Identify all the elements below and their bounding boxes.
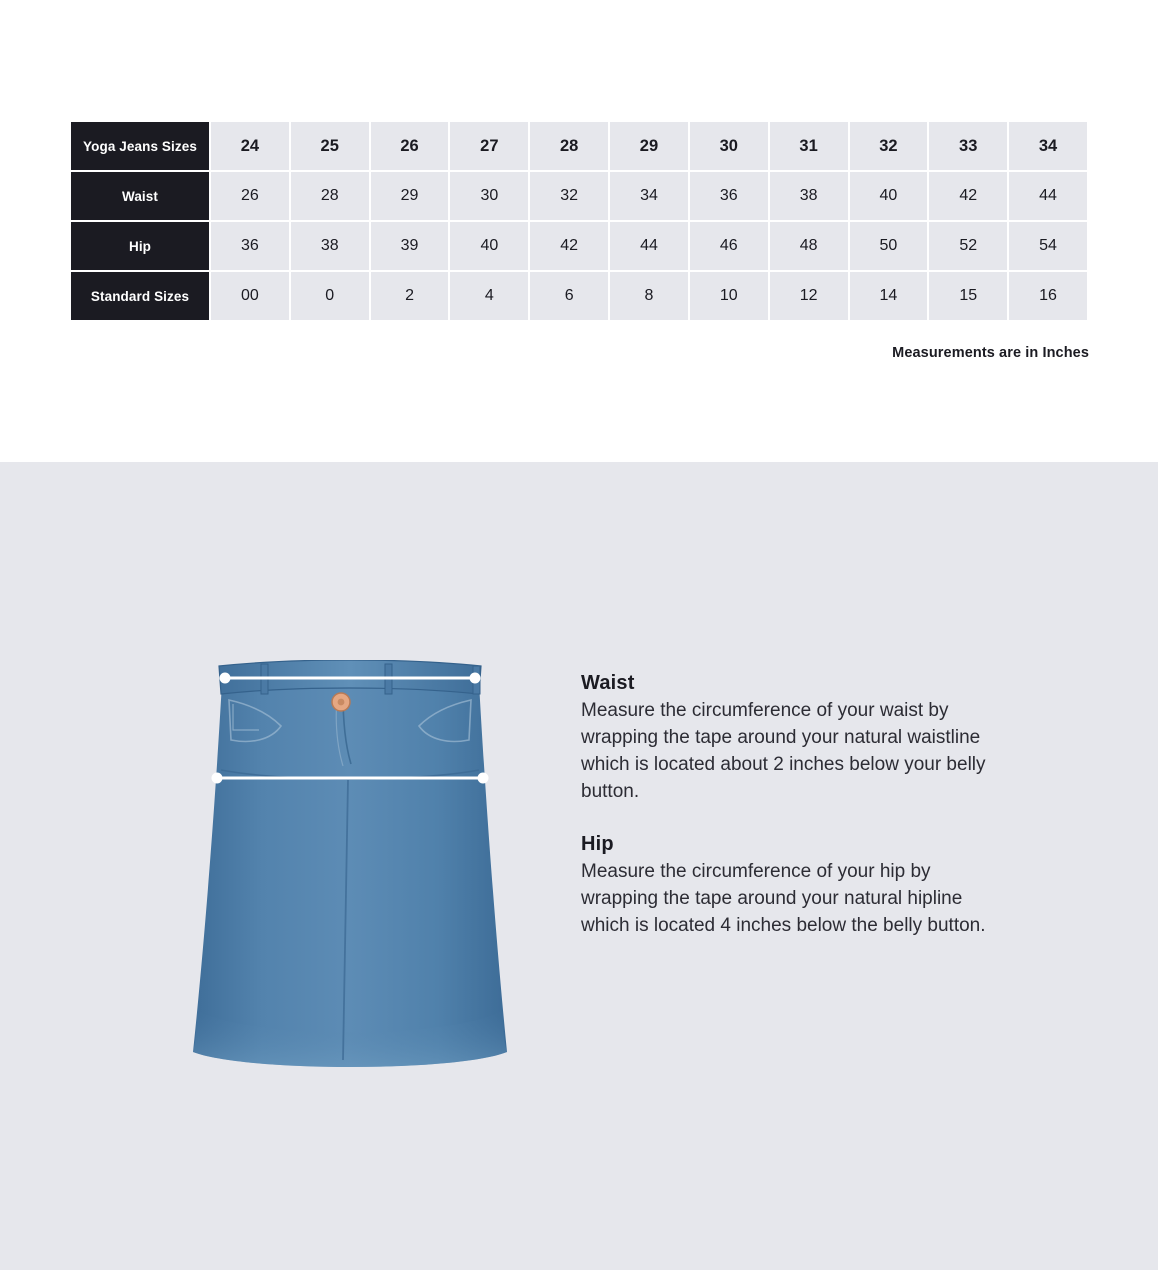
cell-yoga-size-6: 30: [690, 122, 768, 170]
cell-standard-9: 15: [929, 272, 1007, 320]
cell-standard-10: 16: [1009, 272, 1087, 320]
cell-waist-0: 26: [211, 172, 289, 220]
cell-standard-5: 8: [610, 272, 688, 320]
cell-hip-8: 50: [850, 222, 928, 270]
cell-waist-5: 34: [610, 172, 688, 220]
cell-yoga-size-3: 27: [450, 122, 528, 170]
row-header-yoga-jeans-sizes: Yoga Jeans Sizes: [71, 122, 209, 170]
cell-hip-9: 52: [929, 222, 1007, 270]
cell-yoga-size-9: 33: [929, 122, 1007, 170]
measurement-units-note: Measurements are in Inches: [892, 345, 1089, 361]
cell-yoga-size-5: 29: [610, 122, 688, 170]
cell-hip-5: 44: [610, 222, 688, 270]
waist-heading: Waist: [581, 672, 635, 694]
cell-hip-0: 36: [211, 222, 289, 270]
waist-description: Measure the circumference of your waist by wrapping the tape around your natural waistline which is located about 2 inches below your belly button.: [581, 700, 986, 802]
cell-hip-4: 42: [530, 222, 608, 270]
row-header-hip: Hip: [71, 222, 209, 270]
cell-yoga-size-2: 26: [371, 122, 449, 170]
table-row: [71, 222, 1087, 270]
hip-description: Measure the circumference of your hip by wrapping the tape around your natural hipline which is located 4 inches below the belly button.: [581, 861, 986, 936]
cell-standard-0: 00: [211, 272, 289, 320]
cell-waist-8: 40: [850, 172, 928, 220]
cell-standard-8: 14: [850, 272, 928, 320]
cell-hip-7: 48: [770, 222, 848, 270]
hip-heading: Hip: [581, 833, 614, 855]
row-header-waist: Waist: [71, 172, 209, 220]
size-chart-table: [69, 120, 1089, 322]
cell-waist-7: 38: [770, 172, 848, 220]
cell-standard-7: 12: [770, 272, 848, 320]
size-chart-body: [71, 122, 1087, 320]
cell-yoga-size-0: 24: [211, 122, 289, 170]
cell-yoga-size-4: 28: [530, 122, 608, 170]
cell-hip-2: 39: [371, 222, 449, 270]
cell-hip-1: 38: [291, 222, 369, 270]
cell-waist-2: 29: [371, 172, 449, 220]
denim-skirt-illustration: [185, 660, 515, 1090]
cell-standard-4: 6: [530, 272, 608, 320]
cell-yoga-size-10: 34: [1009, 122, 1087, 170]
cell-waist-4: 32: [530, 172, 608, 220]
cell-hip-6: 46: [690, 222, 768, 270]
row-header-standard-sizes: Standard Sizes: [71, 272, 209, 320]
size-chart-table-container: [69, 120, 1089, 322]
table-row: [71, 172, 1087, 220]
cell-standard-1: 0: [291, 272, 369, 320]
cell-standard-2: 2: [371, 272, 449, 320]
cell-hip-10: 54: [1009, 222, 1087, 270]
cell-standard-3: 4: [450, 272, 528, 320]
cell-waist-10: 44: [1009, 172, 1087, 220]
cell-waist-9: 42: [929, 172, 1007, 220]
cell-yoga-size-8: 32: [850, 122, 928, 170]
cell-waist-6: 36: [690, 172, 768, 220]
table-row: [71, 272, 1087, 320]
cell-yoga-size-1: 25: [291, 122, 369, 170]
measurement-instructions: [581, 672, 1011, 939]
cell-hip-3: 40: [450, 222, 528, 270]
cell-waist-1: 28: [291, 172, 369, 220]
table-row: [71, 122, 1087, 170]
cell-standard-6: 10: [690, 272, 768, 320]
cell-yoga-size-7: 31: [770, 122, 848, 170]
cell-waist-3: 30: [450, 172, 528, 220]
